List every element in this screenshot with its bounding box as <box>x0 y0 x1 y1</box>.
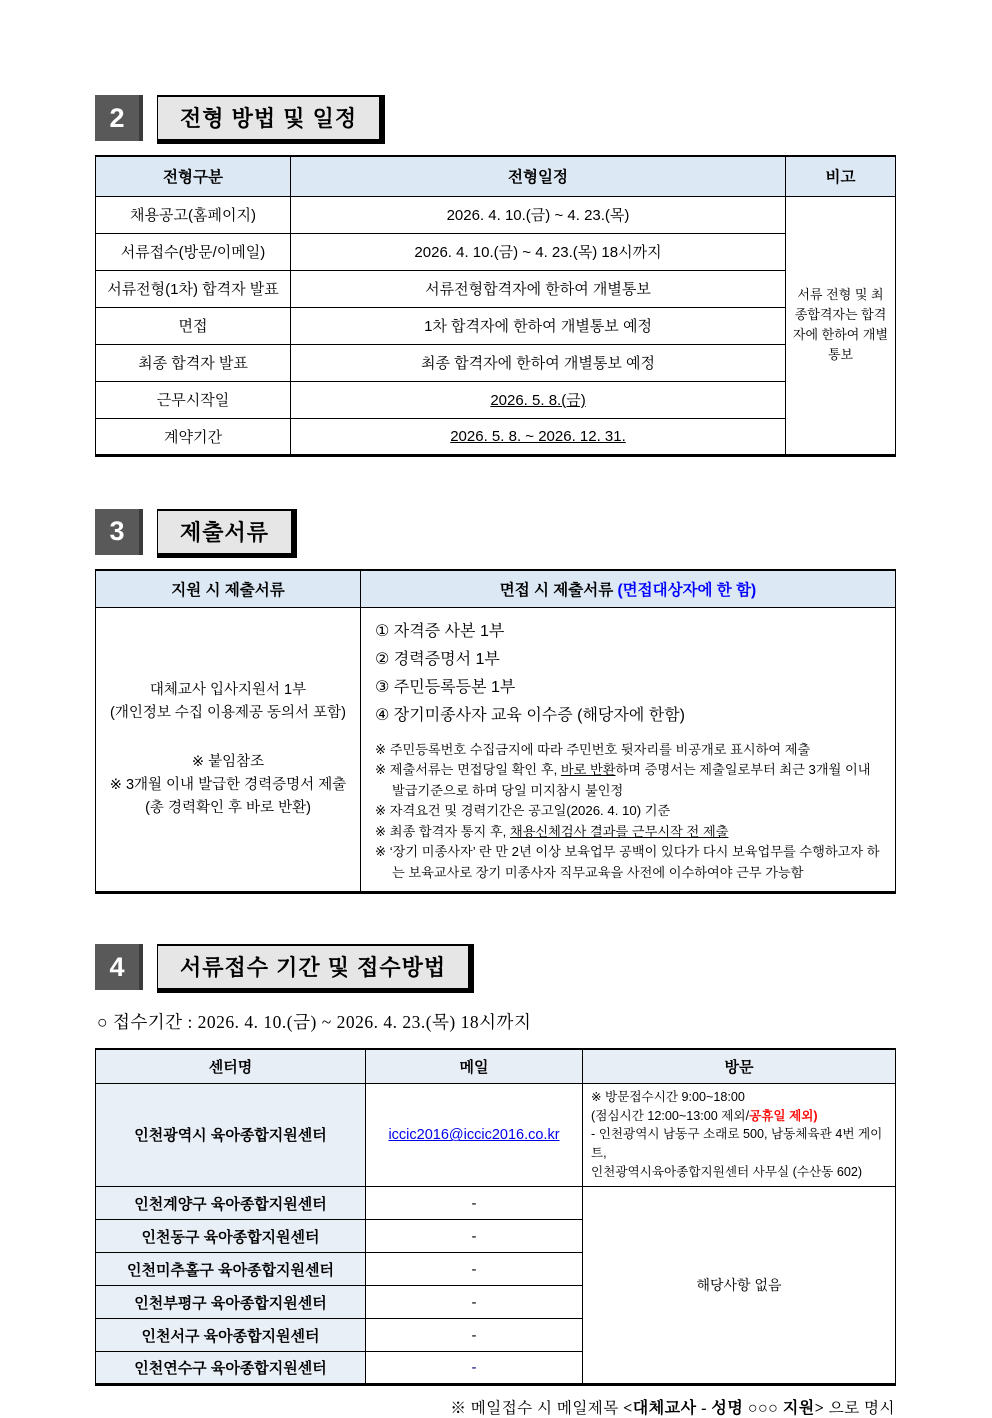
doc-item: ① 자격증 사본 1부 <box>375 623 505 640</box>
note-text: ※ 제출서류는 면접당일 확인 후, <box>375 762 561 778</box>
row-value <box>291 418 786 455</box>
center-name: 인천광역시 육아종합지원센터 <box>96 1083 366 1186</box>
apply-doc-note: ※ 3개월 이내 발급한 경력증명서 제출 <box>109 777 347 794</box>
visit-text: (점심시간 12:00~13:00 제외/ <box>591 1108 750 1123</box>
doc-item: ② 경력증명서 1부 <box>375 651 500 668</box>
schedule-header-row <box>96 156 896 196</box>
visit-line <box>591 1107 887 1126</box>
center-name: 인천부평구 육아종합지원센터 <box>96 1286 366 1319</box>
note-underlined: 채용신체검사 결과를 근무시작 전 제출 <box>509 823 729 839</box>
row-label: 서류접수(방문/이메일) <box>96 233 291 270</box>
row-label: 면접 <box>96 307 291 344</box>
note-text: 하며 증명서는 제출일로부터 최근 3개월 이내 발급기준으로 하며 당일 미지참시 불인정 <box>392 762 871 798</box>
doc-item: ③ 주민등록등본 1부 <box>375 679 516 696</box>
section4-heading <box>95 944 895 993</box>
center-row <box>96 1187 896 1220</box>
row-value: 2026. 4. 10.(금) ~ 4. 23.(목) <box>291 196 786 233</box>
center-name: 인천서구 육아종합지원센터 <box>96 1319 366 1352</box>
section3-title: 제출서류 <box>157 509 297 558</box>
section4-title: 서류접수 기간 및 접수방법 <box>157 944 474 993</box>
interview-docs-note: (면접대상자에 한 함) <box>617 581 757 599</box>
documents-body-row <box>96 608 896 893</box>
row-label: 계약기간 <box>96 418 291 455</box>
remark-cell: 서류 전형 및 최종합격자는 합격자에 한하여 개별통보 <box>786 196 896 455</box>
section2-title: 전형 방법 및 일정 <box>157 95 385 144</box>
center-mail-cell <box>366 1083 583 1186</box>
schedule-table <box>95 155 896 457</box>
visit-line: 인천광역시육아종합지원센터 사무실 (수산동 602) <box>591 1165 863 1180</box>
table-row <box>96 196 896 233</box>
documents-header-row <box>96 570 896 608</box>
table-row <box>96 233 896 270</box>
doc-item: ④ 장기미종사자 교육 이수증 (해당자에 한함) <box>375 707 685 724</box>
section3-heading <box>95 509 895 558</box>
note-line <box>375 760 881 801</box>
note-line: ※ 주민등록번호 수집금지에 따라 주민번호 뒷자리를 비공개로 표시하여 제출 <box>375 742 811 757</box>
center-mail-cell: - <box>366 1286 583 1319</box>
row-label: 근무시작일 <box>96 381 291 418</box>
apply-docs-cell <box>96 608 361 893</box>
col-header-category: 전형구분 <box>96 156 291 196</box>
interview-docs-label: 면접 시 제출서류 <box>499 581 614 599</box>
col-header-center: 센터명 <box>96 1049 366 1083</box>
documents-table <box>95 569 896 895</box>
col-header-visit: 방문 <box>583 1049 896 1083</box>
visit-na-cell: 해당사항 없음 <box>583 1187 896 1385</box>
footer-mail-title-format: <대체교사 - 성명 ○○○ 지원> <box>623 1400 825 1418</box>
center-name: 인천미추홀구 육아종합지원센터 <box>96 1253 366 1286</box>
row-label: 최종 합격자 발표 <box>96 344 291 381</box>
col-header-mail: 메일 <box>366 1049 583 1083</box>
center-mail-cell: - <box>366 1253 583 1286</box>
note-line <box>375 822 881 842</box>
col-header-schedule: 전형일정 <box>291 156 786 196</box>
table-row <box>96 307 896 344</box>
col-header-interview-docs <box>361 570 896 608</box>
center-mail-cell: - <box>366 1220 583 1253</box>
center-mail-cell: - <box>366 1352 583 1385</box>
mail-title-instruction <box>95 1395 895 1418</box>
visit-line: ※ 방문접수시간 9:00~18:00 <box>591 1089 745 1104</box>
apply-doc-line: (개인정보 수집 이용제공 동의서 포함) <box>110 704 346 721</box>
apply-doc-line: 대체교사 입사지원서 1부 <box>149 681 307 698</box>
note-line: ※ 자격요건 및 경력기간은 공고일(2026. 4. 10) 기준 <box>375 803 671 819</box>
note-underlined: 바로 반환 <box>560 762 616 778</box>
table-row <box>96 418 896 455</box>
col-header-apply-docs: 지원 시 제출서류 <box>96 570 361 608</box>
visit-holiday-warning: 공휴일 제외) <box>749 1108 818 1123</box>
center-name: 인천동구 육아종합지원센터 <box>96 1220 366 1253</box>
centers-table <box>95 1048 896 1386</box>
center-name: 인천연수구 육아종합지원센터 <box>96 1352 366 1385</box>
underlined-date: 2026. 5. 8.(금) <box>490 392 586 409</box>
footer-text: 으로 명시 <box>824 1400 895 1418</box>
email-link[interactable]: iccic2016@iccic2016.co.kr <box>388 1127 560 1144</box>
reception-period: ○ 접수기간 : 2026. 4. 10.(금) ~ 2026. 4. 23.(목) 18시까지 <box>97 1012 532 1033</box>
center-mail-cell: - <box>366 1187 583 1220</box>
note-text: ※ 최종 합격자 통지 후, <box>375 823 510 839</box>
apply-doc-note: (총 경력확인 후 바로 반환) <box>145 800 311 817</box>
note-line: ※ ‘장기 미종사자’ 란 만 2년 이상 보육업무 공백이 있다가 다시 보육업무를 수행하고자 하는 보육교사로 장기 미종사자 직무교육을 사전에 이수하여야 근무 가능함 <box>375 844 880 880</box>
row-label: 서류전형(1차) 합격자 발표 <box>96 270 291 307</box>
centers-header-row <box>96 1049 896 1083</box>
section3-number-badge: 3 <box>95 509 143 555</box>
section4-number-badge: 4 <box>95 944 143 990</box>
section2-heading <box>95 95 895 144</box>
center-name: 인천계양구 육아종합지원센터 <box>96 1187 366 1220</box>
row-value <box>291 381 786 418</box>
footer-text: ※ 메일접수 시 메일제목 <box>450 1400 624 1418</box>
underlined-date: 2026. 5. 8. ~ 2026. 12. 31. <box>450 427 626 445</box>
center-row-main <box>96 1083 896 1186</box>
apply-doc-note: ※ 붙임참조 <box>191 753 265 770</box>
row-value: 1차 합격자에 한하여 개별통보 예정 <box>291 307 786 344</box>
row-value: 2026. 4. 10.(금) ~ 4. 23.(목) 18시까지 <box>291 233 786 270</box>
section2-number-badge: 2 <box>95 95 143 141</box>
visit-info-cell <box>583 1083 896 1186</box>
visit-line: - 인천광역시 남동구 소래로 500, 남동체육관 4번 게이트, <box>591 1127 883 1161</box>
row-value: 최종 합격자에 한하여 개별통보 예정 <box>291 344 786 381</box>
row-label: 채용공고(홈페이지) <box>96 196 291 233</box>
row-value: 서류전형합격자에 한하여 개별통보 <box>291 270 786 307</box>
table-row <box>96 270 896 307</box>
table-row <box>96 381 896 418</box>
center-mail-cell: - <box>366 1319 583 1352</box>
interview-docs-cell <box>361 608 896 893</box>
col-header-remark: 비고 <box>786 156 896 196</box>
table-row <box>96 344 896 381</box>
